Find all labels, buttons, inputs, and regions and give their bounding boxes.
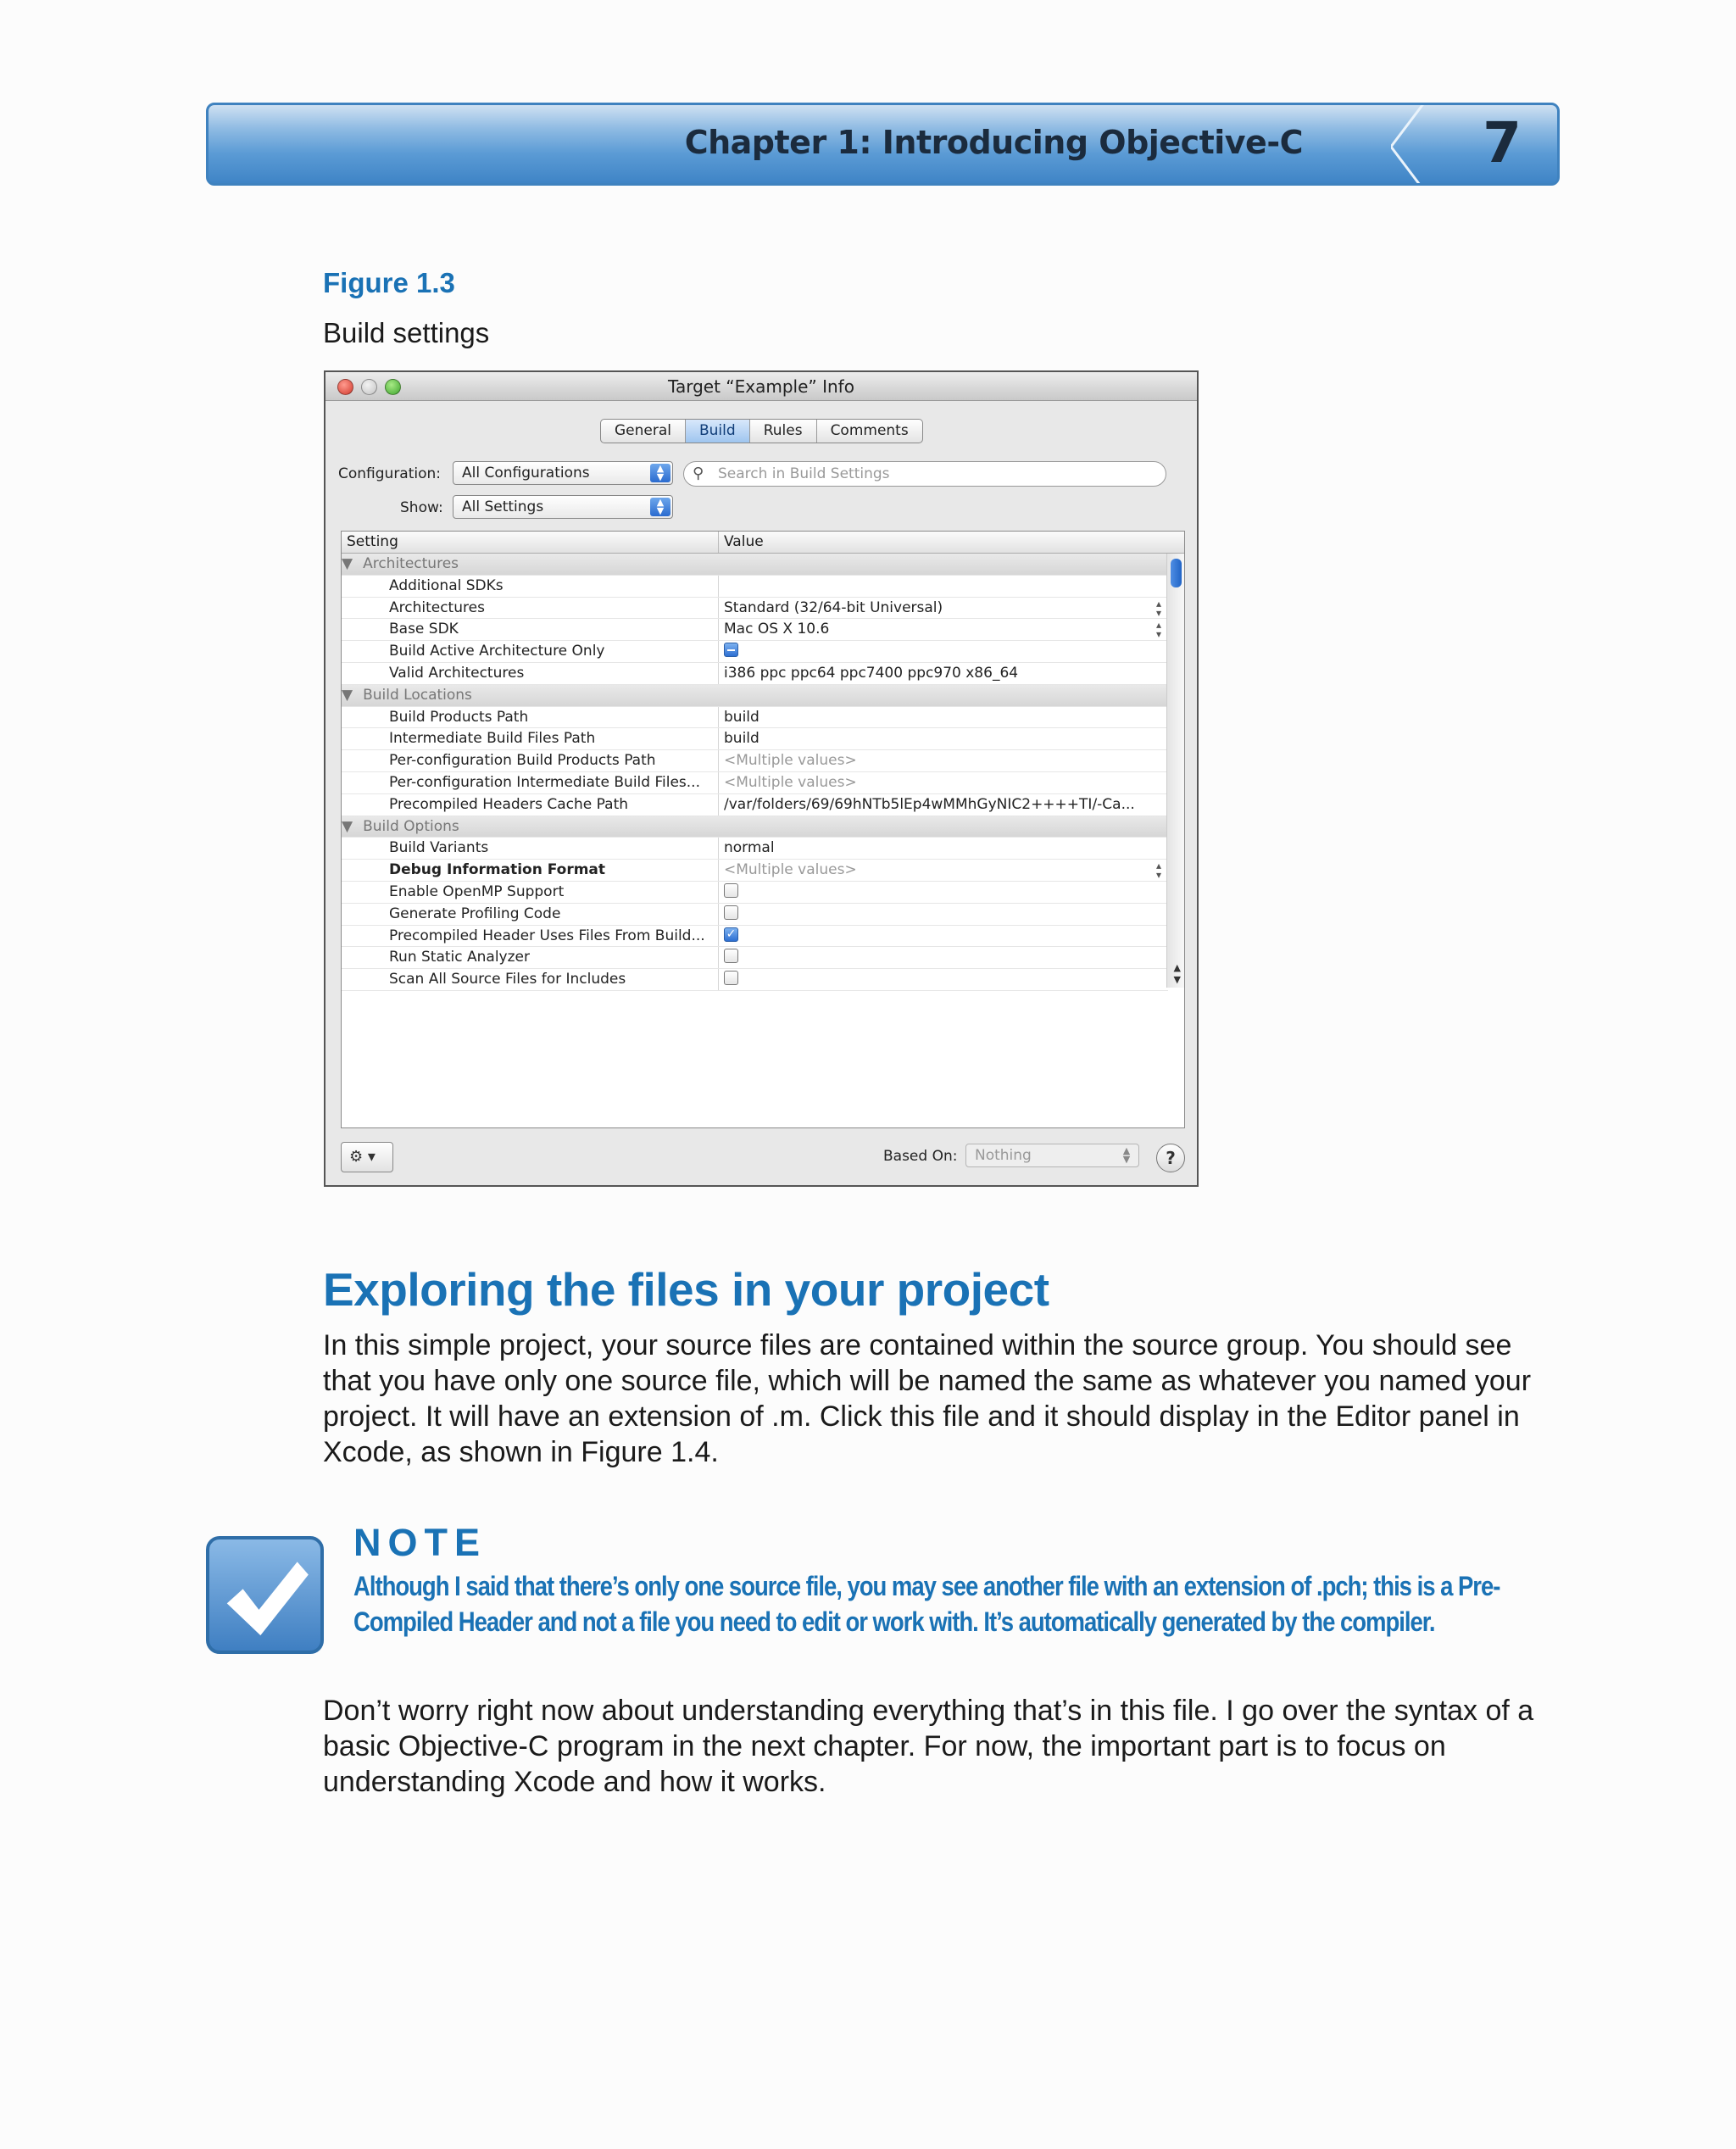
- setting-name: Build Active Architecture Only: [342, 641, 719, 662]
- table-row[interactable]: [342, 707, 1168, 729]
- setting-value[interactable]: [719, 838, 1168, 859]
- setting-value[interactable]: [719, 947, 1168, 968]
- based-on-label: Based On:: [883, 1148, 958, 1165]
- note-text: Although I said that there’s only one source file, you may see another file with an extension of .pch; this is a Pre-Compiled Header and not a file you need to edit or work with. It’s automatically generated by the compiler.: [353, 1571, 1500, 1637]
- disclosure-triangle-icon[interactable]: ▼: [342, 686, 353, 704]
- setting-name: Architectures: [342, 598, 719, 619]
- based-on-popup[interactable]: [965, 1144, 1139, 1167]
- show-value: All Settings: [462, 498, 544, 515]
- disclosure-triangle-icon[interactable]: ▼: [342, 555, 353, 572]
- setting-checkbox[interactable]: [724, 883, 738, 898]
- setting-name: Per-configuration Build Products Path: [342, 750, 719, 771]
- help-button[interactable]: ?: [1156, 1144, 1185, 1172]
- section-heading: Exploring the files in your project: [323, 1263, 1049, 1316]
- banner-divider: [1391, 103, 1560, 186]
- setting-value[interactable]: [719, 707, 1168, 728]
- tab-bar: [600, 419, 923, 443]
- setting-name: Build Variants: [342, 838, 719, 859]
- tab-general[interactable]: General: [601, 420, 686, 443]
- table-row[interactable]: [342, 576, 1168, 598]
- window-title: Target “Example” Info: [668, 376, 854, 397]
- setting-value-text: <Multiple values>: [724, 752, 857, 770]
- search-icon: ⚲: [693, 465, 704, 482]
- setting-value[interactable]: [719, 794, 1168, 816]
- setting-value-text: build: [724, 708, 760, 726]
- target-info-window: [324, 370, 1199, 1187]
- table-row[interactable]: [342, 772, 1168, 794]
- setting-name: Additional SDKs: [342, 576, 719, 597]
- table-row[interactable]: [342, 641, 1168, 663]
- setting-name: Base SDK: [342, 619, 719, 640]
- close-button[interactable]: [337, 379, 353, 395]
- setting-name: Generate Profiling Code: [342, 904, 719, 925]
- setting-name: Precompiled Headers Cache Path: [342, 794, 719, 816]
- scrollbar-thumb[interactable]: [1171, 559, 1182, 587]
- table-row[interactable]: [342, 926, 1168, 948]
- group-label: Architectures: [363, 555, 459, 572]
- figure-caption: Build settings: [323, 317, 490, 348]
- gear-icon: ⚙ ▾: [349, 1148, 376, 1166]
- based-on-value: Nothing: [975, 1147, 1032, 1164]
- tab-comments[interactable]: Comments: [830, 422, 909, 439]
- action-menu-button[interactable]: [341, 1142, 393, 1172]
- configuration-popup[interactable]: [453, 461, 673, 485]
- setting-checkbox[interactable]: [724, 971, 738, 985]
- column-header-value[interactable]: Value: [724, 533, 764, 550]
- tab-rules[interactable]: Rules: [750, 420, 817, 443]
- setting-name: Debug Information Format: [342, 860, 719, 881]
- column-header-setting[interactable]: Setting: [342, 532, 719, 553]
- setting-value-text: <Multiple values>: [724, 773, 857, 791]
- value-stepper-icon[interactable]: ▴ ▾: [1155, 597, 1161, 619]
- table-row[interactable]: [342, 904, 1168, 926]
- window-titlebar: [326, 372, 1197, 401]
- setting-value-text: Standard (32/64-bit Universal): [724, 598, 943, 616]
- setting-value[interactable]: [719, 882, 1168, 903]
- table-row[interactable]: [342, 947, 1168, 969]
- zoom-button[interactable]: [385, 379, 401, 395]
- paragraph-2: Don’t worry right now about understanding everything that’s in this file. I go over the syntax of a basic Objective-C program in the next chapter. For now, the important part is to focus on understanding Xcode and how it works.: [323, 1695, 1534, 1798]
- figure-label: Figure 1.3: [323, 267, 455, 298]
- setting-value-text: Mac OS X 10.6: [724, 621, 830, 638]
- build-settings-table: [341, 531, 1185, 1128]
- setting-value[interactable]: [719, 598, 1168, 619]
- setting-value[interactable]: [719, 860, 1168, 881]
- checkmark-glyph: [209, 1539, 320, 1651]
- setting-value[interactable]: [719, 641, 1168, 662]
- note-title: NOTE: [353, 1521, 487, 1564]
- show-popup[interactable]: [453, 495, 673, 519]
- disclosure-triangle-icon[interactable]: ▼: [342, 817, 353, 835]
- setting-value[interactable]: [719, 576, 1168, 597]
- table-row[interactable]: [342, 838, 1168, 860]
- group-row[interactable]: [342, 685, 1168, 707]
- setting-value-text: /var/folders/69/69hNTb5lEp4wMMhGyNIC2++++TI/-Ca...: [724, 795, 1135, 813]
- setting-name: Scan All Source Files for Includes: [342, 969, 719, 990]
- scroll-arrows-icon[interactable]: ▲ ▼: [1173, 962, 1181, 985]
- bottom-bar: [341, 1140, 1185, 1176]
- setting-value[interactable]: [719, 926, 1168, 947]
- group-label: Build Locations: [363, 686, 472, 704]
- page-number: 7: [1483, 110, 1522, 175]
- setting-checkbox[interactable]: [724, 643, 738, 657]
- setting-checkbox[interactable]: [724, 905, 738, 920]
- search-field[interactable]: [683, 461, 1166, 487]
- table-row[interactable]: [342, 882, 1168, 904]
- setting-checkbox[interactable]: [724, 949, 738, 963]
- paragraph-1: In this simple project, your source files are contained within the source group. You should see that you have only one source file, which will be named the same as whatever you named your project. It will have an extension of .m. Click this file and it should display in the Editor panel in Xcode, as shown in Figure 1.4.: [323, 1329, 1532, 1468]
- setting-value[interactable]: [719, 750, 1168, 771]
- chapter-title: Chapter 1: Introducing Objective-C: [684, 124, 1303, 161]
- setting-value[interactable]: [719, 772, 1168, 793]
- table-row[interactable]: [342, 794, 1168, 816]
- popup-arrows-icon: ▲ ▼: [650, 464, 670, 482]
- popup-arrows-icon: ▲ ▼: [650, 498, 670, 516]
- setting-name: Per-configuration Intermediate Build Files...: [342, 772, 719, 793]
- popup-arrows-icon: ▲ ▼: [1122, 1145, 1131, 1165]
- setting-value-text: normal: [724, 839, 775, 857]
- setting-name: Run Static Analyzer: [342, 947, 719, 968]
- tab-build[interactable]: Build: [686, 420, 750, 443]
- table-row[interactable]: [342, 619, 1168, 641]
- setting-value[interactable]: [719, 728, 1168, 749]
- value-stepper-icon[interactable]: ▴ ▾: [1155, 619, 1161, 641]
- table-header: [342, 532, 1184, 554]
- setting-value-text: i386 ppc ppc64 ppc7400 ppc970 x86_64: [724, 664, 1019, 682]
- chapter-header-banner: [206, 103, 1560, 186]
- group-row[interactable]: [342, 554, 1168, 576]
- table-row[interactable]: [342, 598, 1168, 620]
- setting-name: Precompiled Header Uses Files From Build...: [342, 926, 719, 947]
- configuration-value: All Configurations: [462, 465, 590, 482]
- table-row[interactable]: [342, 860, 1168, 882]
- setting-name: Valid Architectures: [342, 663, 719, 684]
- show-label: Show:: [400, 499, 443, 516]
- configuration-label: Configuration:: [338, 465, 442, 482]
- minimize-button[interactable]: [361, 379, 377, 395]
- search-placeholder: Search in Build Settings: [718, 465, 890, 482]
- table-row[interactable]: [342, 969, 1168, 991]
- window-controls: [337, 379, 401, 395]
- table-row[interactable]: [342, 663, 1168, 685]
- group-row[interactable]: [342, 816, 1168, 838]
- setting-value[interactable]: [719, 904, 1168, 925]
- value-stepper-icon[interactable]: ▴ ▾: [1155, 860, 1161, 881]
- setting-value[interactable]: [719, 619, 1168, 640]
- setting-value[interactable]: [719, 663, 1168, 684]
- setting-checkbox[interactable]: ✓: [724, 927, 738, 942]
- setting-name: Intermediate Build Files Path: [342, 728, 719, 749]
- setting-name: Enable OpenMP Support: [342, 882, 719, 903]
- table-row[interactable]: [342, 750, 1168, 772]
- table-body: [342, 554, 1168, 991]
- table-row[interactable]: [342, 728, 1168, 750]
- setting-value-text: <Multiple values>: [724, 861, 857, 879]
- setting-name: Build Products Path: [342, 707, 719, 728]
- vertical-scrollbar[interactable]: [1166, 554, 1184, 988]
- setting-value-text: build: [724, 730, 760, 748]
- group-label: Build Options: [363, 817, 459, 835]
- setting-value[interactable]: [719, 969, 1168, 990]
- checkmark-icon: [206, 1536, 324, 1654]
